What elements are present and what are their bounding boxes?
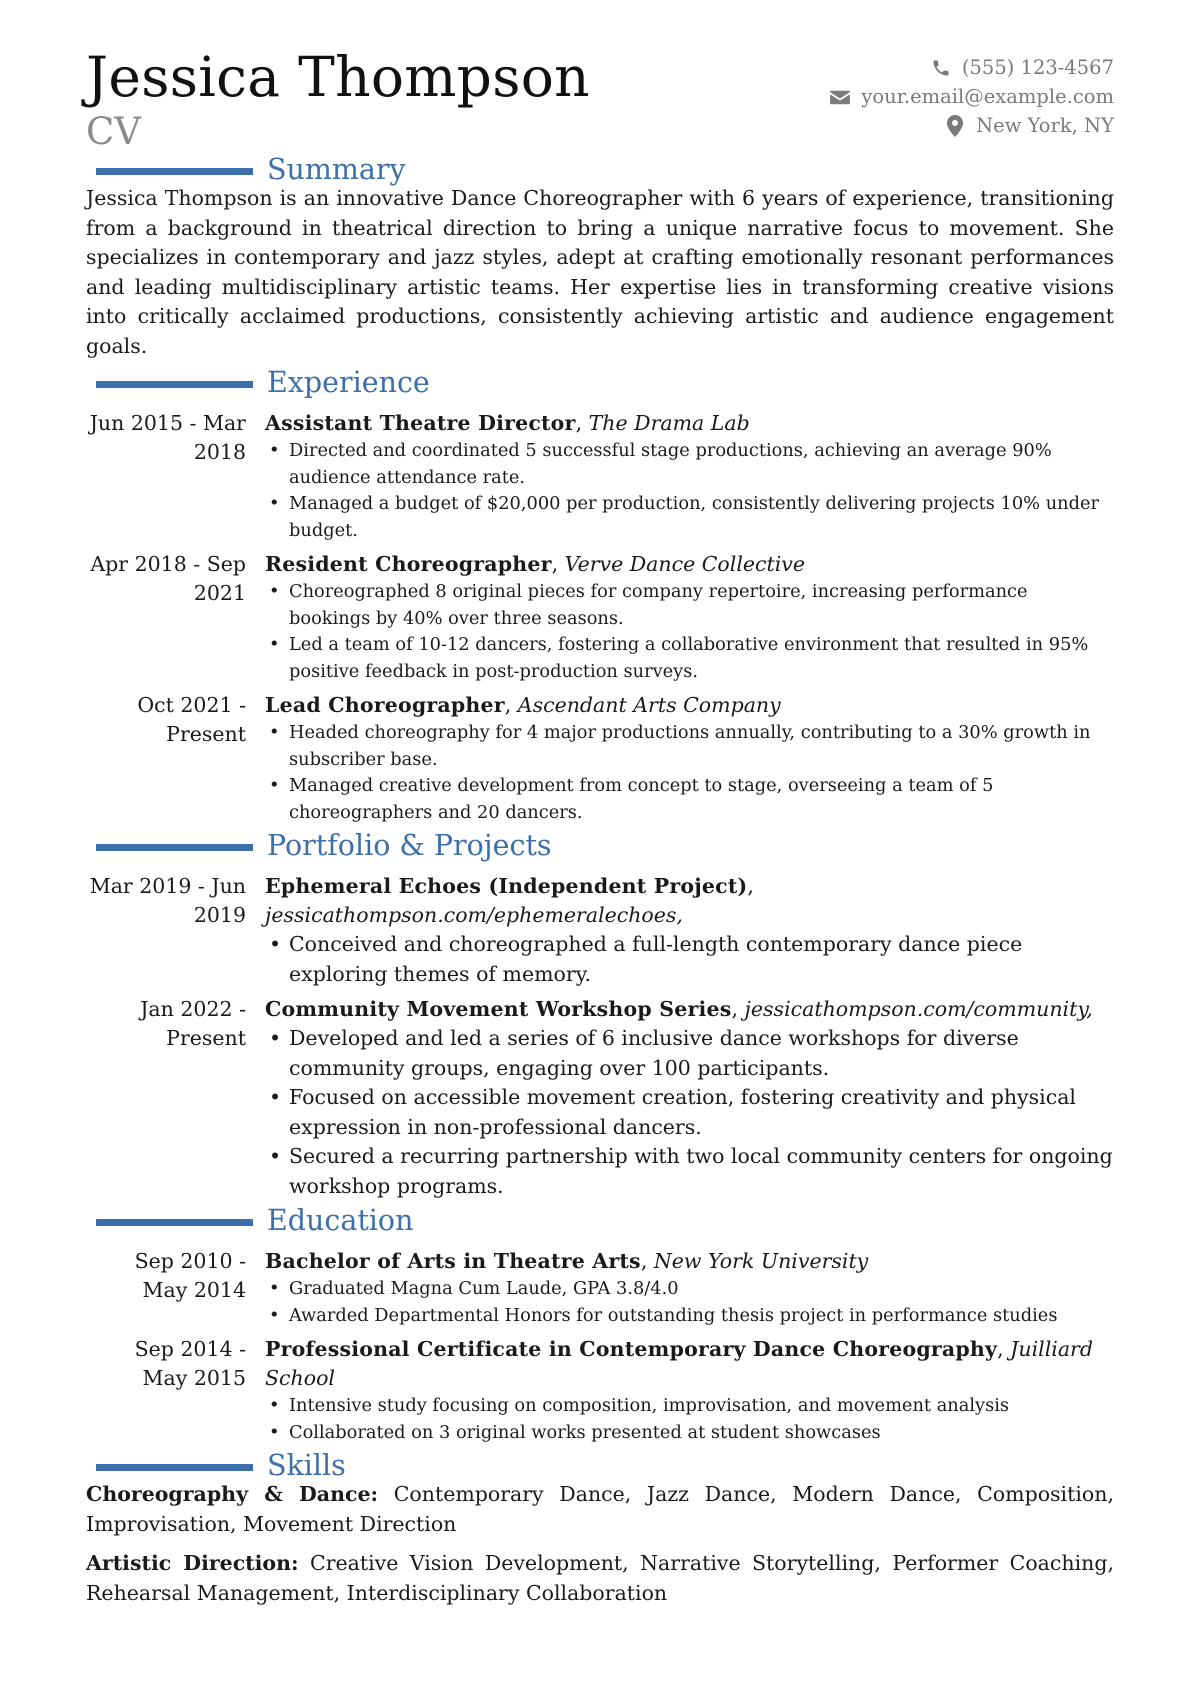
- contact-location: [829, 111, 1114, 140]
- skill-group: [86, 1480, 1114, 1539]
- section-title: Portfolio & Projects: [267, 829, 552, 862]
- list-item: • Collaborated on 3 original works presented at student showcases: [265, 1420, 1114, 1447]
- list-item: • Intensive study focusing on composition, improvisation, and movement analysis: [265, 1393, 1114, 1420]
- entry-heading: Lead Choreographer, Ascendant Arts Company: [265, 693, 781, 717]
- list-item: • Led a team of 10-12 dancers, fostering a collaborative environment that resulted in 95% positive feedback in post-production surveys.: [265, 632, 1114, 685]
- entry-date: Jan 2022 - Present: [140, 997, 246, 1050]
- project-link[interactable]: jessicathompson.com/ephemeralechoes,: [265, 903, 683, 927]
- section-title: Education: [267, 1204, 414, 1237]
- section-accent-bar: [96, 168, 253, 175]
- section-accent-bar: [96, 381, 253, 388]
- bullet-list: [265, 579, 1114, 685]
- entry-heading: Ephemeral Echoes (Independent Project), jessicathompson.com/ephemeralechoes,: [265, 874, 754, 927]
- entry-date: Sep 2014 - May 2015: [134, 1337, 246, 1390]
- degree-title: Professional Certificate in Contemporary Dance Choreography: [265, 1337, 998, 1361]
- entry-heading: Community Movement Workshop Series, jessicathompson.com/community,: [265, 997, 1093, 1021]
- education-entry: [86, 1335, 1114, 1446]
- section-title: Skills: [267, 1449, 346, 1482]
- section-header-summary: [96, 153, 1114, 190]
- map-marker-icon: [944, 115, 966, 137]
- section-header-experience: [96, 366, 1114, 403]
- degree-title: Bachelor of Arts in Theatre Arts: [265, 1249, 641, 1273]
- location-text: New York, NY: [976, 114, 1114, 137]
- entry-heading: Assistant Theatre Director, The Drama Lab: [265, 411, 750, 435]
- project-entry: [86, 872, 1114, 989]
- education-list: [86, 1247, 1114, 1446]
- list-item: • Awarded Departmental Honors for outstanding thesis project in performance studies: [265, 1303, 1114, 1330]
- bullet-list: [265, 438, 1114, 544]
- experience-entry: [86, 691, 1114, 826]
- entry-heading: Professional Certificate in Contemporary Dance Choreography, Juilliard School: [265, 1337, 1093, 1390]
- list-item: • Managed a budget of $20,000 per production, consistently delivering projects 10% under budget.: [265, 491, 1114, 544]
- list-item: • Directed and coordinated 5 successful stage productions, achieving an average 90% audience attendance rate.: [265, 438, 1114, 491]
- envelope-icon: [829, 86, 851, 108]
- summary-text: Jessica Thompson is an innovative Dance Choreographer with 6 years of experience, transitioning from a background in theatrical direction to bring a unique narrative focus to movement. She specializes in contemporary and jazz styles, adept at crafting emotionally resonant performances and leading multidisciplinary artistic teams. Her expertise lies in transforming creative visions into critically acclaimed productions, consistently achieving artistic and audience engagement goals.: [86, 186, 1114, 358]
- list-item: • Headed choreography for 4 major productions annually, contributing to a 30% growth in subscriber base.: [265, 720, 1114, 773]
- cv-page: [86, 44, 1114, 1618]
- list-item: • Conceived and choreographed a full-length contemporary dance piece exploring themes of memory.: [265, 930, 1114, 989]
- skill-group-label: Artistic Direction:: [86, 1551, 299, 1575]
- role-title: Lead Choreographer: [265, 693, 505, 717]
- contact-block: [829, 53, 1114, 140]
- organization: Ascendant Arts Company: [517, 693, 781, 717]
- education-entry: [86, 1247, 1114, 1329]
- entry-heading: Resident Choreographer, Verve Dance Collective: [265, 552, 805, 576]
- list-item: • Developed and led a series of 6 inclusive dance workshops for diverse community groups, engaging over 100 participants.: [265, 1024, 1114, 1083]
- entry-date: Mar 2019 - Jun 2019: [89, 874, 246, 927]
- bullet-list: [265, 1024, 1114, 1201]
- experience-entry: [86, 550, 1114, 685]
- project-link[interactable]: jessicathompson.com/community,: [744, 997, 1093, 1021]
- school-name: New York University: [653, 1249, 869, 1273]
- list-item: • Secured a recurring partnership with two local community centers for ongoing workshop programs.: [265, 1142, 1114, 1201]
- section-header-projects: [96, 829, 1114, 866]
- entry-date: Apr 2018 - Sep 2021: [90, 552, 246, 605]
- section-accent-bar: [96, 1464, 253, 1471]
- document-subtitle: CV: [86, 110, 142, 153]
- experience-entry: [86, 409, 1114, 544]
- project-name: Community Movement Workshop Series: [265, 997, 732, 1021]
- contact-phone: [829, 53, 1114, 82]
- bullet-list: [265, 1276, 1114, 1329]
- entry-date: Jun 2015 - Mar 2018: [89, 411, 246, 464]
- section-header-education: [96, 1204, 1114, 1241]
- skill-group-items: Creative Vision Development, Narrative Storytelling, Performer Coaching, Rehearsal Management, Interdisciplinary Collaboration: [86, 1551, 1114, 1605]
- person-name: Jessica Thompson: [86, 45, 590, 109]
- bullet-list: [265, 720, 1114, 826]
- role-title: Assistant Theatre Director: [265, 411, 576, 435]
- entry-date: Oct 2021 - Present: [137, 693, 246, 746]
- projects-list: [86, 872, 1114, 1201]
- cv-header: [86, 44, 1114, 156]
- entry-heading: Bachelor of Arts in Theatre Arts, New York University: [265, 1249, 869, 1273]
- section-accent-bar: [96, 844, 253, 851]
- skill-group-items: Contemporary Dance, Jazz Dance, Modern Dance, Composition, Improvisation, Movement Direction: [86, 1482, 1114, 1536]
- phone-number[interactable]: (555) 123-4567: [961, 56, 1114, 79]
- skill-group-label: Choreography & Dance:: [86, 1482, 379, 1506]
- section-header-skills: [96, 1449, 1114, 1486]
- section-title: Experience: [267, 366, 430, 399]
- list-item: • Graduated Magna Cum Laude, GPA 3.8/4.0: [265, 1276, 1114, 1303]
- school-name: Juilliard School: [265, 1337, 1093, 1390]
- section-accent-bar: [96, 1219, 253, 1226]
- phone-icon: [930, 57, 952, 79]
- list-item: • Managed creative development from concept to stage, overseeing a team of 5 choreographers and 20 dancers.: [265, 773, 1114, 826]
- contact-email: [829, 82, 1114, 111]
- experience-list: [86, 409, 1114, 826]
- project-name: Ephemeral Echoes (Independent Project): [265, 874, 748, 898]
- skill-group: [86, 1549, 1114, 1608]
- email-address[interactable]: your.email@example.com: [861, 85, 1114, 108]
- list-item: • Choreographed 8 original pieces for company repertoire, increasing performance bookings by 40% over three seasons.: [265, 579, 1114, 632]
- skills-list: [86, 1480, 1114, 1608]
- entry-date: Sep 2010 - May 2014: [134, 1249, 246, 1302]
- list-item: • Focused on accessible movement creation, fostering creativity and physical expression in non-professional dancers.: [265, 1083, 1114, 1142]
- role-title: Resident Choreographer: [265, 552, 552, 576]
- organization: The Drama Lab: [588, 411, 750, 435]
- section-title: Summary: [267, 153, 406, 186]
- bullet-list: [265, 1393, 1114, 1446]
- project-entry: [86, 995, 1114, 1201]
- organization: Verve Dance Collective: [564, 552, 805, 576]
- bullet-list: [265, 930, 1114, 989]
